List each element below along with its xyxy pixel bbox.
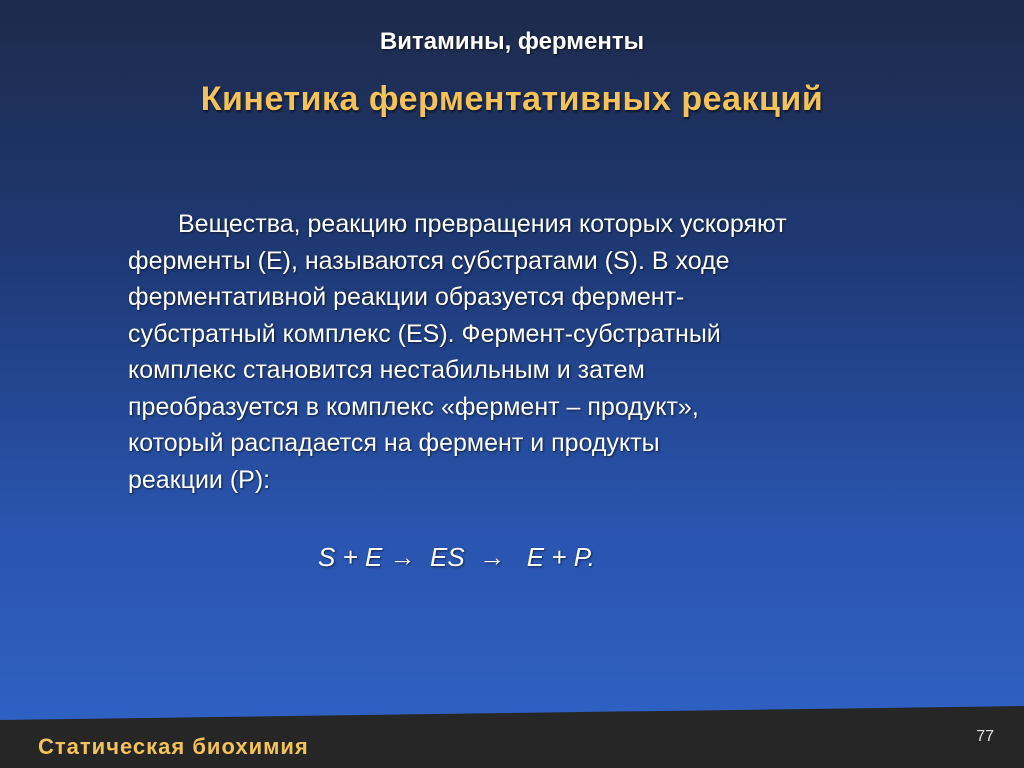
body-line: преобразуется в комплекс «фермент – продукт», (128, 392, 699, 421)
body-line: который распадается на фермент и продукты (128, 429, 660, 457)
reaction-formula: S + E → ES → E + P. (318, 542, 595, 572)
body-line: ферменты (E), называются субстратами (S). В ходе (128, 246, 730, 275)
body-line: комплекс становится нестабильным и затем (128, 356, 645, 384)
slide-title: Кинетика ферментативных реакций (200, 80, 824, 118)
body-line: реакции (P): (128, 465, 271, 494)
body-line: субстратный комплекс (ES). Фермент-субстратный (128, 319, 721, 348)
footer-course-title: Статическая биохимия (38, 734, 309, 759)
page-number: 77 (976, 728, 994, 745)
body-line: Вещества, реакцию превращения которых ускоряют (178, 210, 787, 238)
body-paragraph (128, 206, 948, 498)
section-title: Витамины, ферменты (379, 28, 645, 55)
body-line: ферментативной реакции образуется фермент- (128, 283, 685, 311)
